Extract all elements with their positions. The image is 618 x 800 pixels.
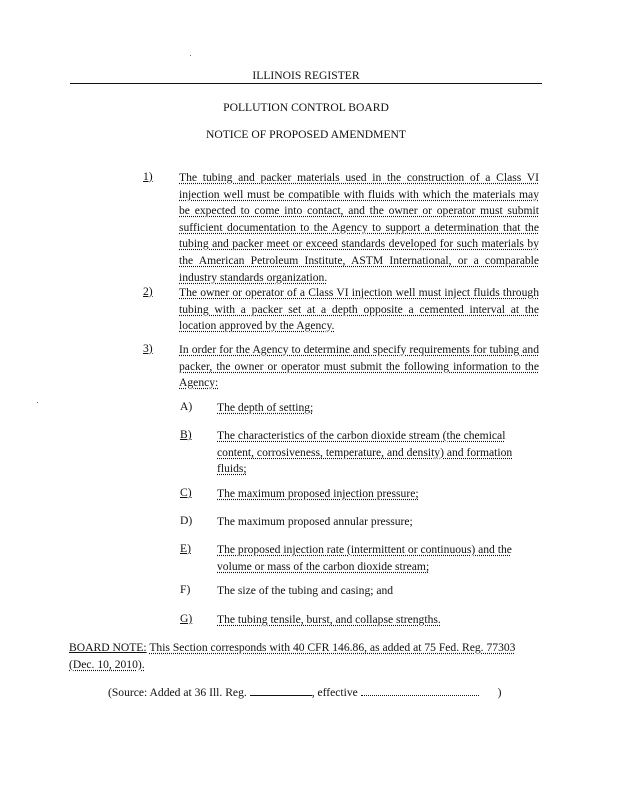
board-note [69, 640, 541, 673]
subitem-letter-g: G) [180, 612, 193, 625]
item-number-1: 1) [143, 170, 153, 183]
scan-speck [190, 55, 191, 56]
register-blank [250, 695, 312, 696]
scan-speck [37, 402, 38, 403]
source-effective: , effective [311, 686, 358, 699]
subitem-text-f: The size of the tubing and casing; and [217, 584, 394, 597]
subitem-letter-f: F) [180, 583, 191, 596]
source-prefix: (Source: Added at 36 Ill. Reg. [108, 686, 247, 699]
subitem-text-d: The maximum proposed annular pressure; [217, 515, 413, 528]
subitem-letter-c: C) [180, 486, 192, 499]
source-line [108, 686, 528, 699]
board-note-label: BOARD NOTE: [69, 641, 147, 654]
subitem-text-b: The characteristics of the carbon dioxide stream (the chemical content, corrosiveness, temperature, and density) and formation fluids; [217, 429, 513, 476]
subitem-letter-d: D) [180, 514, 193, 527]
subitem-letter-b: B) [180, 428, 192, 441]
item-text-2: The owner or operator of a Class VI injection well must inject fluids through tubing with a packer set at a depth opposite a cemented interval at the location approved by the Agency. [179, 286, 539, 333]
subitem-text-a: The depth of setting; [217, 401, 314, 414]
effective-date-blank [361, 695, 479, 696]
item-number-3: 3) [143, 342, 153, 355]
board-note-text: This Section corresponds with 40 CFR 146.86, as added at 75 Fed. Reg. 77303 (Dec. 10, 2010). [69, 641, 516, 671]
subitem-text-c: The maximum proposed injection pressure; [217, 487, 419, 500]
subitem-letter-e: E) [180, 542, 191, 555]
subitem-text-g: The tubing tensile, burst, and collapse strengths. [217, 613, 441, 626]
subitem-letter-a: A) [180, 400, 193, 413]
item-text-3: In order for the Agency to determine and specify requirements for tubing and packer, the owner or operator must submit the following information to the Agency: [179, 343, 539, 390]
board-title: POLLUTION CONTROL BOARD [223, 101, 389, 114]
item-number-2: 2) [143, 285, 153, 298]
notice-title: NOTICE OF PROPOSED AMENDMENT [205, 128, 406, 141]
register-title: ILLINOIS REGISTER [252, 69, 360, 82]
header-rule [70, 83, 542, 84]
item-text-1: The tubing and packer materials used in the construction of a Class VI injection well must be compatible with fluids with which the materials may be expected to come into contact, and the owner or operator must submit sufficient documentation to the Agency to support a determination that the tubing and packer meet or exceed standards developed for such materials by the American Petroleum Institute, ASTM International, or a comparable industry standards organization. [179, 171, 539, 284]
source-close: ) [497, 686, 502, 699]
subitem-text-e: The proposed injection rate (intermittent or continuous) and the volume or mass of the carbon dioxide stream; [217, 543, 512, 573]
